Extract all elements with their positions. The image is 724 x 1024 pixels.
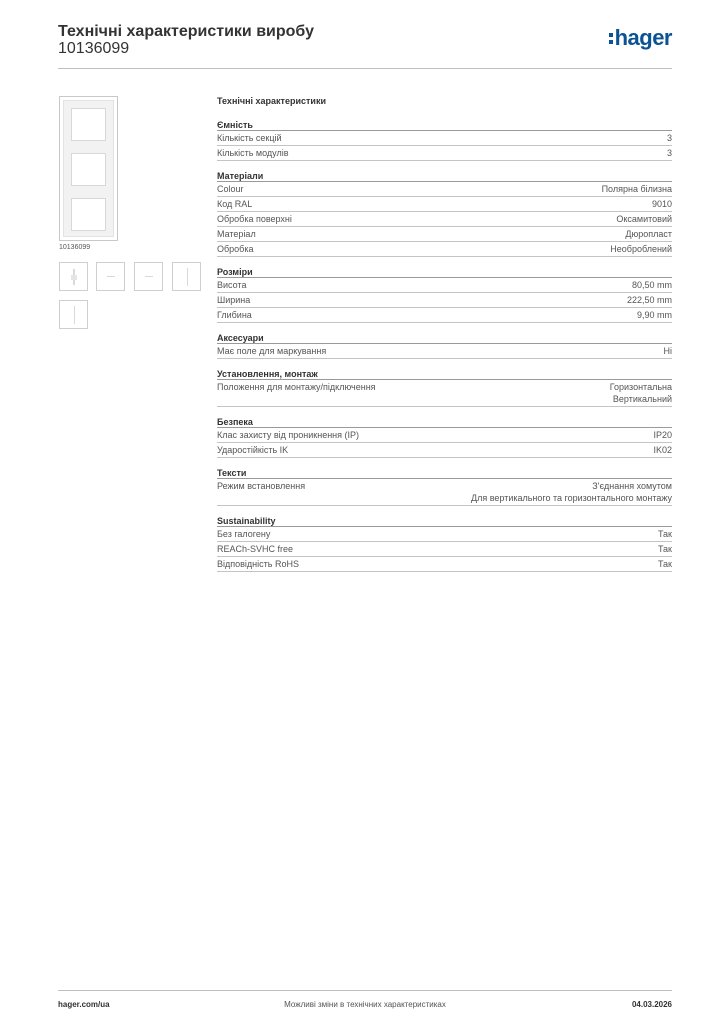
spec-value: 222,50 mm [626,295,672,305]
spec-label: Colour [217,184,244,194]
spec-value: Дюропласт [625,229,672,239]
spec-value: IK02 [653,445,672,455]
spec-row [217,308,672,323]
spec-section [217,266,672,323]
spec-section [217,368,672,407]
spec-value-group [667,147,672,159]
spec-value: 3 [666,133,672,143]
spec-section [217,416,672,458]
footer-website[interactable]: hager.com/ua [58,1000,110,1009]
footer-disclaimer: Можливі зміни в технічних характеристиках [284,1000,446,1009]
footer-date: 04.03.2026 [631,1000,672,1009]
spec-row [217,278,672,293]
spec-value-group [658,528,672,540]
spec-row [217,542,672,557]
spec-value-group [667,132,672,144]
spec-label: Має поле для маркування [217,346,327,356]
spec-value: 80,50 mm [631,280,672,290]
section-heading: Sustainability [217,515,672,527]
spec-row [217,428,672,443]
hager-logo [609,27,672,49]
spec-value: 9,90 mm [636,310,672,320]
spec-label: Глибина [217,310,252,320]
spec-value-group [652,198,672,210]
footer [58,990,672,1018]
section-heading: Безпека [217,416,672,428]
spec-value-group [664,345,673,357]
specs-title: Технічні характеристики [217,96,326,106]
spec-label: Обробка поверхні [217,214,292,224]
spec-section [217,332,672,359]
spec-value-group [625,228,672,240]
logo-dots-icon [609,33,613,44]
spec-value-group [653,429,672,441]
spec-value-group [653,444,672,456]
spec-value: Ні [663,346,672,356]
frame-plate [63,100,114,237]
spec-label: Висота [217,280,247,290]
spec-value-group [658,543,672,555]
spec-row [217,479,672,506]
spec-row [217,212,672,227]
spec-value-group [602,183,672,195]
spec-label: Положення для монтажу/підключення [217,382,376,392]
spec-label: Відповідність RoHS [217,559,299,569]
spec-row [217,197,672,212]
spec-value-group [637,309,672,321]
spec-section [217,467,672,506]
thumbnail-drawing[interactable] [172,262,201,291]
spec-value-group [627,294,672,306]
spec-label: Ширина [217,295,251,305]
spec-row [217,227,672,242]
spec-section [217,515,672,572]
frame-opening [71,108,106,141]
spec-row [217,146,672,161]
product-image [59,96,118,241]
spec-label: Кількість модулів [217,148,289,158]
spec-value: Вертикальний [612,394,672,404]
spec-value: З'єднання хомутом [592,481,672,491]
spec-label: Ударостійкість IK [217,445,289,455]
section-heading: Тексти [217,467,672,479]
spec-row [217,380,672,407]
spec-value-group [471,480,672,504]
spec-value: Необроблений [610,244,672,254]
section-heading: Матеріали [217,170,672,182]
spec-value: 3 [666,148,672,158]
spec-row [217,182,672,197]
spec-section [217,170,672,257]
spec-value-group [658,558,672,570]
spec-value-group [610,381,672,405]
spec-label: Матеріал [217,229,256,239]
spec-value-group [616,213,672,225]
spec-value: Для вертикального та горизонтального монтажу [470,493,672,503]
header-divider [58,68,672,69]
spec-value: 9010 [651,199,672,209]
spec-row [217,131,672,146]
section-heading: Аксесуари [217,332,672,344]
spec-value: IP20 [653,430,672,440]
thumbnail-drawing[interactable] [59,300,88,329]
spec-value: Так [657,559,672,569]
logo-text: hager [614,25,672,50]
spec-row [217,443,672,458]
thumbnail-drawing[interactable] [134,262,163,291]
spec-label: Без галогену [217,529,271,539]
spec-value-group [632,279,672,291]
spec-value: Полярна білизна [601,184,672,194]
spec-label: Режим встановлення [217,481,306,491]
spec-value-group [610,243,672,255]
frame-opening [71,153,106,186]
spec-row [217,344,672,359]
thumbnail-drawing[interactable] [59,262,88,291]
spec-label: Обробка [217,244,254,254]
spec-label: REACh-SVHC free [217,544,294,554]
spec-value: Так [657,544,672,554]
image-caption: 10136099 [59,244,91,251]
spec-row [217,557,672,572]
spec-label: Код RAL [217,199,253,209]
section-heading: Ємність [217,119,672,131]
frame-opening [71,198,106,231]
spec-value: Горизонтальна [609,382,672,392]
spec-row [217,242,672,257]
spec-row [217,293,672,308]
product-code: 10136099 [58,40,130,57]
specifications [217,95,672,581]
spec-value: Так [657,529,672,539]
section-heading: Установлення, монтаж [217,368,672,380]
page-title: Технічні характеристики виробу [58,23,314,40]
spec-row [217,527,672,542]
spec-label: Клас захисту від проникнення (IP) [217,430,360,440]
spec-label: Кількість секцій [217,133,282,143]
section-heading: Розміри [217,266,672,278]
spec-section [217,119,672,161]
spec-value: Оксамитовий [616,214,672,224]
thumbnail-drawing[interactable] [96,262,125,291]
